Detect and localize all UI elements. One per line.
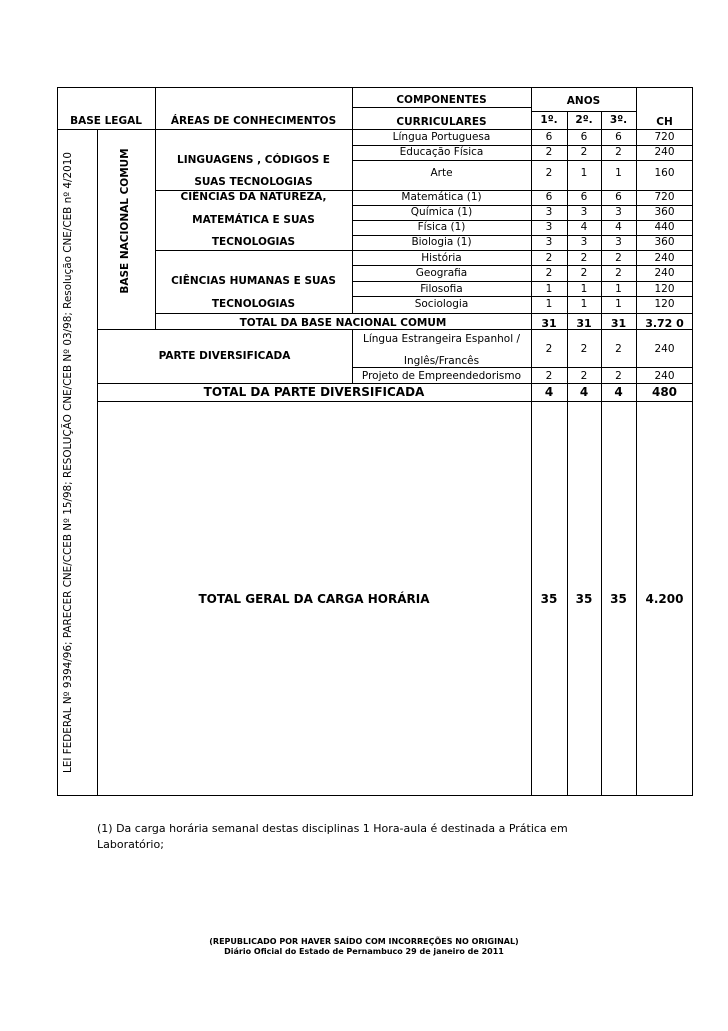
total-geral-ano-1: 35 xyxy=(540,592,558,606)
subject-ano-1: 1 xyxy=(545,298,553,310)
header-ch: CH xyxy=(656,116,673,128)
subject-ano-2: 2 xyxy=(580,252,588,264)
total-diversificada-ch: 480 xyxy=(651,385,678,399)
total-geral-ano-2: 35 xyxy=(575,592,593,606)
total-geral-ch: 4.200 xyxy=(645,592,684,606)
total-base-ano-3: 31 xyxy=(610,317,627,330)
subject-ch: 440 xyxy=(654,221,675,233)
subject-ch: 240 xyxy=(654,146,675,158)
subject-ano-2: 3 xyxy=(580,206,588,218)
total-diversificada-ano-1: 4 xyxy=(544,385,554,399)
subject-name: Geografia xyxy=(415,267,468,279)
subject-name: Matemática (1) xyxy=(401,191,482,203)
subject-ano-3: 1 xyxy=(615,283,622,295)
subject-ano-3: 3 xyxy=(615,236,622,248)
projeto-ch: 240 xyxy=(654,370,675,382)
subject-ano-3: 3 xyxy=(615,206,622,218)
header-ano-3: 3º. xyxy=(609,114,628,126)
subject-ch: 360 xyxy=(654,206,675,218)
lingua-ano-3: 2 xyxy=(615,343,622,355)
subject-ano-3: 1 xyxy=(615,298,622,310)
subject-ano-3: 6 xyxy=(615,191,622,203)
total-geral-ano-3: 35 xyxy=(610,592,627,606)
subject-name: Língua Portuguesa xyxy=(392,131,491,143)
parte-diversificada-label: PARTE DIVERSIFICADA xyxy=(158,350,291,362)
header-ano-2: 2º. xyxy=(575,114,593,126)
legal-basis-vertical-text: LEI FEDERAL Nº 9394/96; PARECER CNE/CCEB Nº 15/98; RESOLUÇÃO CNE/CEB Nº 03/98; Resolução CNE/CEB nº 4/2010 xyxy=(62,152,74,773)
header-ano-1: 1º. xyxy=(540,114,558,126)
header-curriculares: CURRICULARES xyxy=(396,116,487,128)
subject-ano-3: 2 xyxy=(615,252,622,264)
subject-ano-2: 1 xyxy=(580,283,588,295)
lingua-ch: 240 xyxy=(654,343,675,355)
subject-ano-1: 6 xyxy=(545,131,553,143)
subject-ano-2: 3 xyxy=(580,236,588,248)
area-natureza-3: TECNOLOGIAS xyxy=(211,236,296,248)
subject-name: Sociologia xyxy=(414,298,469,310)
header-base-legal: BASE LEGAL xyxy=(70,115,142,127)
base-nacional-comum-label: BASE NACIONAL COMUM xyxy=(119,148,131,294)
subject-ano-1: 2 xyxy=(545,146,553,158)
subject-ano-2: 6 xyxy=(580,131,588,143)
lingua-estrangeira-2: Inglês/Francês xyxy=(403,355,480,367)
diario-oficial-note: Diário Oficial do Estado de Pernambuco 29 de janeiro de 2011 xyxy=(224,947,504,956)
total-diversificada-label: TOTAL DA PARTE DIVERSIFICADA xyxy=(203,385,425,399)
subject-ano-1: 2 xyxy=(545,167,553,179)
area-linguagens-1: LINGUAGENS , CÓDIGOS E xyxy=(177,154,330,166)
subject-ano-1: 2 xyxy=(545,252,553,264)
subject-ano-1: 1 xyxy=(545,283,553,295)
subject-ch: 240 xyxy=(654,267,675,279)
subject-ano-1: 6 xyxy=(545,191,553,203)
projeto-ano-3: 2 xyxy=(615,370,622,382)
subject-name: Arte xyxy=(430,167,453,179)
lingua-ano-2: 2 xyxy=(580,343,588,355)
subject-ano-2: 6 xyxy=(580,191,588,203)
subject-ano-3: 1 xyxy=(615,167,622,179)
total-diversificada-ano-2: 4 xyxy=(579,385,589,399)
subject-name: Educação Física xyxy=(399,146,484,158)
subject-ano-2: 4 xyxy=(580,221,588,233)
subject-name: Biologia (1) xyxy=(411,236,472,248)
header-anos: ANOS xyxy=(566,95,601,107)
lingua-ano-1: 2 xyxy=(545,343,553,355)
subject-ano-2: 2 xyxy=(580,146,588,158)
subject-ano-3: 6 xyxy=(615,131,622,143)
footnote: (1) Da carga horária semanal destas disciplinas 1 Hora-aula é destinada a Prática em Laboratório; xyxy=(97,822,568,851)
area-humanas-2: TECNOLOGIAS xyxy=(211,298,296,310)
republicado-note: (REPUBLICADO POR HAVER SAÍDO COM INCORREÇÕES NO ORIGINAL) xyxy=(209,937,519,946)
total-base-ano-1: 31 xyxy=(541,317,557,330)
subject-ano-3: 2 xyxy=(615,146,622,158)
area-humanas-1: CIÊNCIAS HUMANAS E SUAS xyxy=(171,275,336,287)
subject-ano-1: 2 xyxy=(545,267,553,279)
subject-ano-2: 2 xyxy=(580,267,588,279)
subject-ano-2: 1 xyxy=(580,298,588,310)
total-diversificada-ano-3: 4 xyxy=(614,385,623,399)
subject-ch: 720 xyxy=(654,191,675,203)
subject-name: Física (1) xyxy=(417,221,466,233)
subject-ch: 160 xyxy=(654,167,675,179)
subject-ano-1: 3 xyxy=(545,221,553,233)
area-linguagens-2: SUAS TECNOLOGIAS xyxy=(194,176,313,188)
subject-ch: 120 xyxy=(654,298,675,310)
total-geral-label: TOTAL GERAL DA CARGA HORÁRIA xyxy=(198,592,430,606)
projeto-empreendedorismo: Projeto de Empreendedorismo xyxy=(361,370,522,382)
subject-name: História xyxy=(421,252,462,264)
header-componentes: COMPONENTES xyxy=(396,94,487,106)
subject-name: Filosofia xyxy=(420,283,463,295)
total-base-ch: 3.72 0 xyxy=(645,317,684,330)
area-natureza-2: MATEMÁTICA E SUAS xyxy=(192,214,315,226)
total-base-ano-2: 31 xyxy=(576,317,592,330)
projeto-ano-1: 2 xyxy=(545,370,553,382)
subject-ano-1: 3 xyxy=(545,236,553,248)
subject-ch: 720 xyxy=(654,131,675,143)
subject-ano-3: 2 xyxy=(615,267,622,279)
subject-ch: 240 xyxy=(654,252,675,264)
subject-ano-1: 3 xyxy=(545,206,553,218)
header-areas: ÁREAS DE CONHECIMENTOS xyxy=(170,115,337,127)
total-base-label: TOTAL DA BASE NACIONAL COMUM xyxy=(239,317,447,329)
subject-ch: 360 xyxy=(654,236,675,248)
subject-ch: 120 xyxy=(654,283,675,295)
subject-name: Química (1) xyxy=(410,206,473,218)
area-natureza-1: CIÊNCIAS DA NATUREZA, xyxy=(180,191,327,203)
subject-ano-3: 4 xyxy=(615,221,622,233)
subject-ano-2: 1 xyxy=(580,167,588,179)
projeto-ano-2: 2 xyxy=(580,370,588,382)
lingua-estrangeira-1: Língua Estrangeira Espanhol / xyxy=(362,333,520,345)
